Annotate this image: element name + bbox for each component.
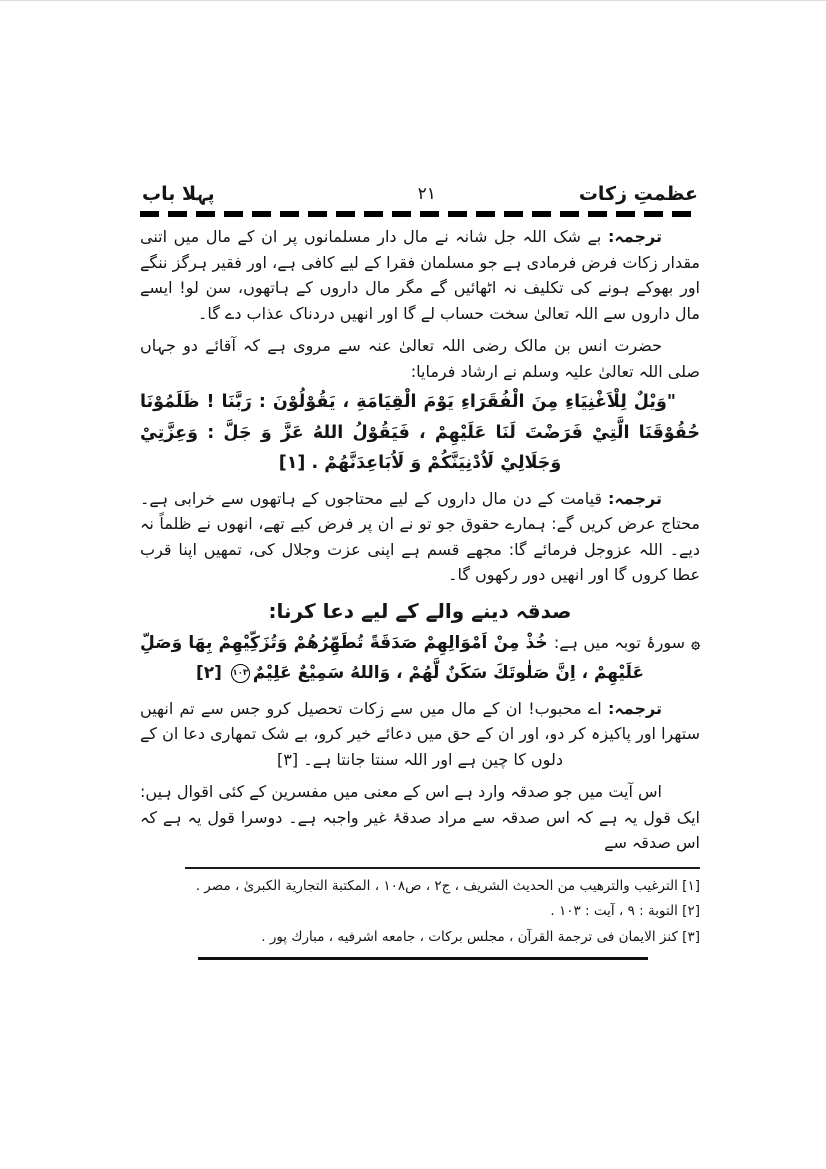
footnote-1: [۱] الترغيب والترهيب من الحديث الشريف ، ج۲ ، ص۱۰۸ ، المكتبة التجارية الكبرىٰ ، مصر . — [195, 877, 700, 894]
hadith-footnote-ref: [۱] — [278, 453, 306, 473]
ayah-number-medallion: ۱۰۳ — [231, 664, 250, 683]
translation-label: ترجمہ: — [608, 698, 662, 718]
rub-el-hizb-icon: ۞ — [691, 633, 701, 652]
translation-paragraph-3 — [140, 696, 700, 773]
page-number: ۲۱ — [417, 184, 436, 204]
commentary-paragraph: اس آیت میں جو صدقہ وارد ہے اس کے معنی میں مفسرین کے کئی اقوال ہیں: ایک قول یہ ہے کہ اس صدقہ سے مراد صدقۂ غیر واجبہ ہے۔ دوسرا قول یہ ہے کہ اس صدقہ سے — [140, 782, 700, 852]
book-title: عظمتِ زکات — [578, 183, 698, 205]
page-header — [140, 182, 700, 209]
paragraph-text: اے محبوب! ان کے مال میں سے زکات تحصیل کرو جس سے تم انھیں ستھرا اور پاکیزہ کر دو، اور ان کے حق میں دعائے خیر کرو، بے شک تمھاری دعا ان کے دلوں کا چین ہے اور اللہ سنتا جانتا ہے۔ [۳] — [140, 698, 700, 769]
header-dashed-rule — [140, 211, 700, 217]
verse-intro: سورۂ توبہ میں ہے: — [553, 632, 686, 652]
translation-paragraph-1 — [140, 224, 700, 326]
paragraph-text: بے شک اللہ جل شانہ نے مال دار مسلمانوں پر ان کے مال میں اتنی مقدار زکات فرض فرمادی ہے جو مسلمان فقرا کے لیے کافی ہے، اور فقیر ہرگز ننگے اور بھوکے ہونے کی تکلیف نہ اٹھائیں گے مگر مال داروں کے ہاتھوں، سن لو! ایسے مال داروں سے اللہ تعالیٰ سخت حساب لے گا اور انھیں دردناک عذاب دے گا۔ — [140, 227, 700, 323]
paragraph-text: قیامت کے دن مال داروں کے لیے محتاجوں کے ہاتھوں سے خرابی ہے۔ محتاج عرض کریں گے: ہمارے حقوق جو تو نے ان پر فرض کیے تھے، انھوں نے ظلماً نہ دیے۔ اللہ عزوجل فرمائے گا: مجھے قسم ہے اپنی عزت وجلال کی، تمھیں اپنا قرب عطا کروں گا اور انھیں دور رکھوں گا۔ — [140, 488, 700, 584]
narration-paragraph: حضرت انس بن مالک رضی اللہ تعالیٰ عنہ سے مروی ہے کہ آقائے دو جہاں صلی اللہ تعالیٰ علیہ وسلم نے ارشاد فرمایا: — [140, 336, 700, 381]
verse-arabic-text: خُذْ مِنْ اَمْوَالِهِمْ صَدَقَةً تُطَهِّرُهُمْ وَتُزَكِّيْهِمْ بِهَا وَصَلِّ عَلَيْهِمْ ، اِنَّ صَلٰوتَكَ سَكَنٌ لَّهُمْ ، وَاللهُ سَمِيْعٌ عَلِيْمٌ — [140, 632, 645, 683]
page-bottom-rule — [198, 957, 648, 960]
hadith-arabic-quote — [140, 387, 700, 479]
verse-footnote-ref: [۲] — [195, 663, 222, 683]
translation-paragraph-2 — [140, 486, 700, 588]
footnotes-block — [140, 874, 700, 951]
section-heading: صدقہ دینے والے کے لیے دعا کرنا: — [268, 598, 572, 623]
footnote-separator-rule — [185, 867, 700, 869]
quran-verse-paragraph — [140, 628, 700, 689]
chapter-title: پہلا باب — [142, 183, 215, 205]
text-column — [140, 182, 700, 960]
translation-label: ترجمہ: — [608, 227, 663, 246]
footnote-2: [۲] التوبة : ۹ ، آيت : ۱۰۳ . — [550, 903, 700, 919]
translation-label: ترجمہ: — [608, 488, 662, 508]
footnote-3: [۳] كنز الايمان فى ترجمة القرآن ، مجلس بركات ، جامعه اشرفيه ، مبارك پور . — [261, 928, 700, 945]
hadith-text: "وَيْلٌ لِلْاَغْنِيَاءِ مِنَ الْفُقَرَاءِ يَوْمَ الْقِيَامَةِ ، يَقُوْلُوْنَ : رَبَّنَا ! ظَلَمُوْنَا حُقُوْقَنَا الَّتِيْ فَرَضْتَ لَنَا عَلَيْهِمْ ، فَيَقُوْلُ اللهُ عَزَّ وَ جَلَّ : وَعِزَّتِيْ وَجَلَالِيْ لَاُدْنِيَنَّكُمْ وَ لَاُبَاعِدَنَّهُمْ . — [140, 392, 700, 473]
